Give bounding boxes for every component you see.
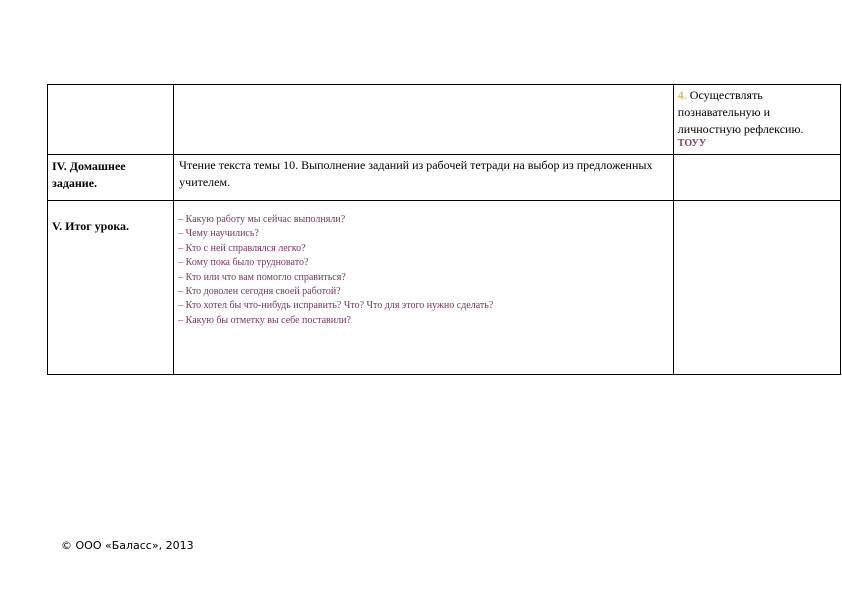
list-item: – Кто с ней справлялся легко? xyxy=(178,242,306,254)
stage-title-summary: V. Итог урока. xyxy=(52,219,130,233)
copyright-footer: © ООО «Баласс», 2013 xyxy=(61,539,194,552)
competence-block xyxy=(674,85,840,149)
content-cell xyxy=(174,155,674,201)
list-item: – Какую бы отметку вы себе поставили? xyxy=(178,314,351,326)
competence-number: 4. xyxy=(677,88,687,102)
stage-cell-empty xyxy=(48,85,174,155)
reflection-questions-list xyxy=(174,201,673,328)
list-item: – Кому пока было трудновато? xyxy=(178,257,309,269)
stage-cell xyxy=(48,155,174,201)
content-cell-empty xyxy=(174,85,674,155)
stage-cell xyxy=(48,201,174,375)
table-row xyxy=(48,85,841,155)
competence-cell xyxy=(673,85,840,155)
list-item: – Чему научились? xyxy=(178,228,259,240)
competence-tag: ТОУУ xyxy=(677,138,707,149)
list-item: – Кто или что вам помогло справиться? xyxy=(178,271,346,283)
table-row xyxy=(48,155,841,201)
list-item: – Какую работу мы сейчас выполняли? xyxy=(178,214,346,225)
table-row xyxy=(48,201,841,375)
homework-text: Чтение текста темы 10. Выполнение заданий из рабочей тетради на выбор из предложенных учителем. xyxy=(179,158,653,189)
competence-cell-empty xyxy=(673,155,840,201)
competence-cell-empty xyxy=(673,201,840,375)
competence-text: Осуществлять познавательную и личностную рефлексию. xyxy=(677,88,804,136)
stage-title-homework: IV. Домашнее задание. xyxy=(52,159,126,190)
list-item: – Кто доволен сегодня своей работой? xyxy=(178,286,341,298)
lesson-plan-table xyxy=(47,84,841,375)
content-cell xyxy=(174,201,674,375)
list-item: – Кто хотел бы что-нибудь исправить? Что? Что для этого нужно сделать? xyxy=(178,300,494,312)
